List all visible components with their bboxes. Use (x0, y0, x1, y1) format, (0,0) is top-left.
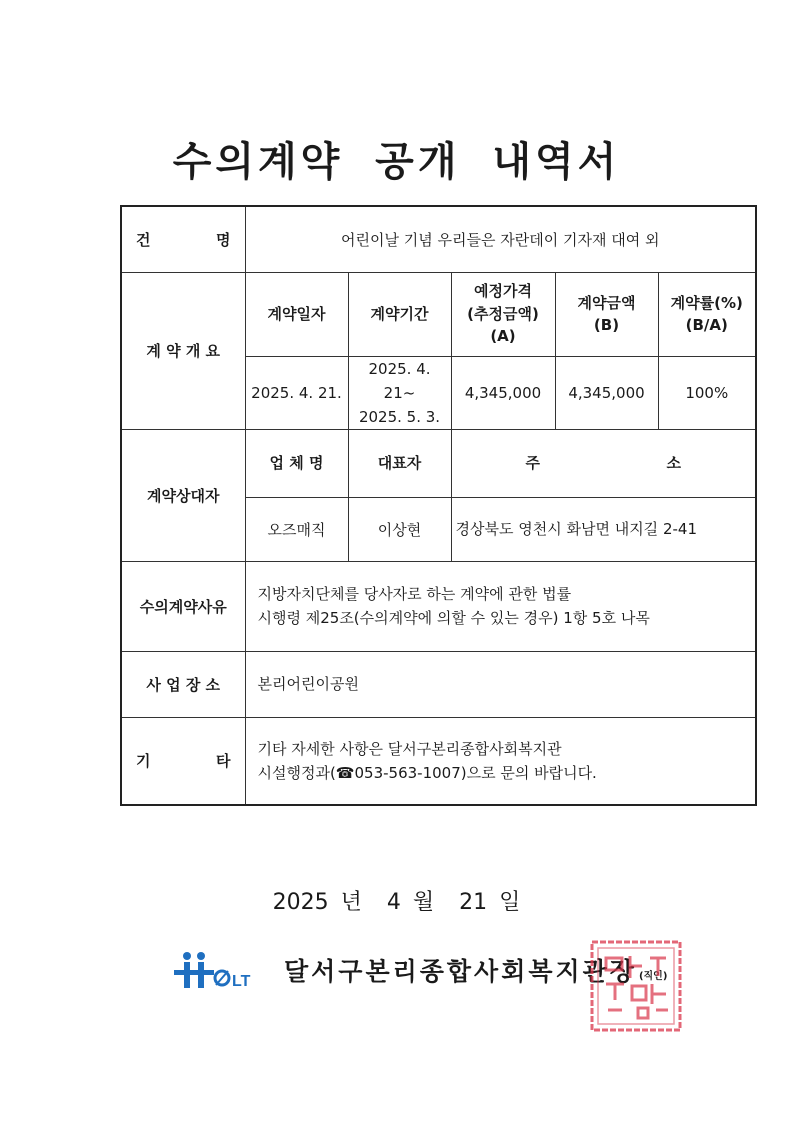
page-title: 수의계약 공개 내역서 (172, 139, 621, 185)
subject-value: 어린이날 기념 우리들은 자란데이 기자재 대여 외 (245, 206, 756, 272)
party-header-row (121, 429, 756, 497)
subject-label: 건 명 (121, 206, 245, 272)
contract-amount-value: 4,345,000 (555, 356, 658, 429)
header-contract-period: 계약기간 (348, 272, 451, 356)
reason-label: 수의계약사유 (121, 561, 245, 651)
estimated-price-value: 4,345,000 (451, 356, 555, 429)
header-company: 업 체 명 (245, 429, 348, 497)
issue-date: 2025 년 4 월 21 일 (272, 890, 521, 915)
etc-row (121, 717, 756, 805)
contract-date-value: 2025. 4. 21. (245, 356, 348, 429)
party-label: 계약상대자 (121, 429, 245, 561)
contract-table (120, 205, 757, 806)
company-value: 오즈매직 (245, 497, 348, 561)
subject-row (121, 206, 756, 272)
place-label: 사 업 장 소 (121, 651, 245, 717)
header-contract-amount: 계약금액 (B) (555, 272, 658, 356)
etc-label: 기 타 (121, 717, 245, 805)
seal-label: (직인) (638, 970, 668, 982)
official-seal-stamp (588, 938, 684, 1034)
header-contract-rate: 계약률(%) (B/A) (658, 272, 756, 356)
address-value: 경상북도 영천시 화남면 내지길 2-41 (451, 497, 756, 561)
reason-value: 지방자치단체를 당사자로 하는 계약에 관한 법률 시행령 제25조(수의계약에 의할 수 있는 경우) 1항 5호 나목 (245, 561, 756, 651)
place-value: 본리어린이공원 (245, 651, 756, 717)
header-address: 주 소 (451, 429, 756, 497)
header-contract-date: 계약일자 (245, 272, 348, 356)
header-representative: 대표자 (348, 429, 451, 497)
header-estimated-price: 예정가격 (추정금액)(A) (451, 272, 555, 356)
organization-name: 달서구본리종합사회복지관장 (284, 957, 637, 986)
overview-header-row (121, 272, 756, 356)
reason-row (121, 561, 756, 651)
contract-period-value: 2025. 4. 21~ 2025. 5. 3. (348, 356, 451, 429)
contract-rate-value: 100% (658, 356, 756, 429)
etc-value: 기타 자세한 사항은 달서구본리종합사회복지관 시설행정과(☎053-563-1007)으로 문의 바랍니다. (245, 717, 756, 805)
overview-label: 계 약 개 요 (121, 272, 245, 429)
representative-value: 이상현 (348, 497, 451, 561)
svg-text:LT: LT (232, 973, 251, 990)
holt-logo (170, 948, 270, 992)
place-row (121, 651, 756, 717)
